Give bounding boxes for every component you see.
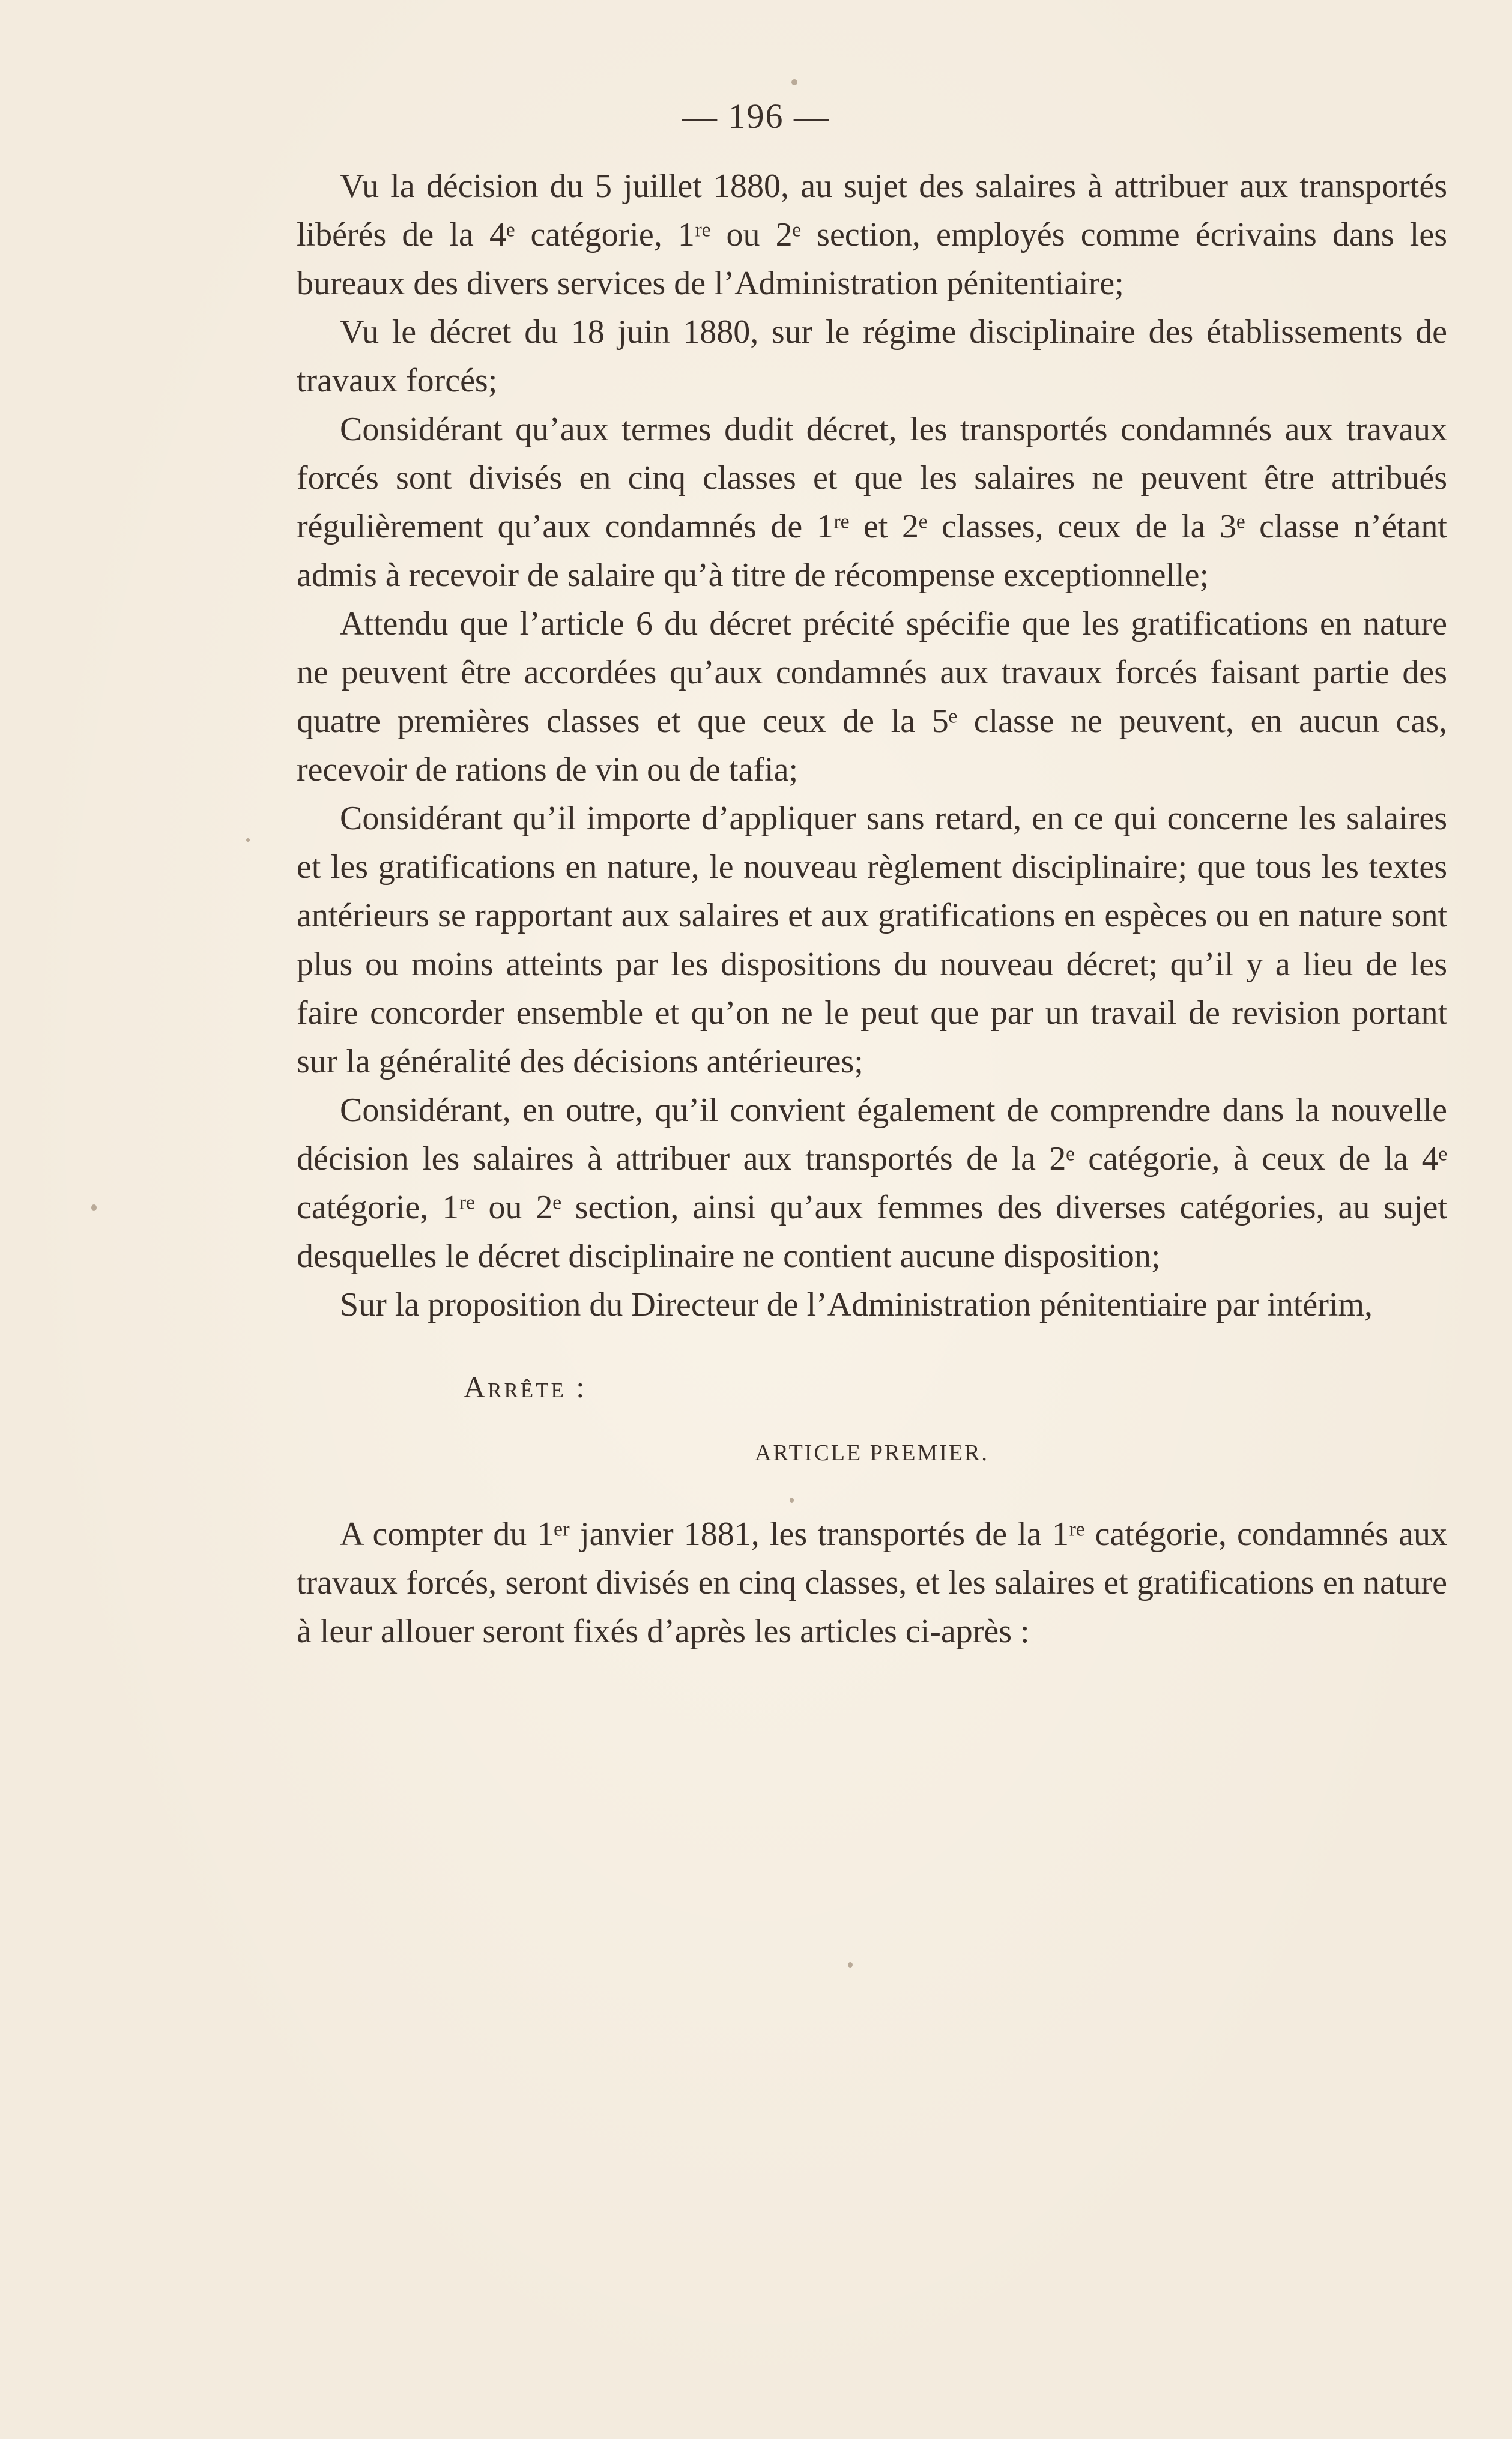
paragraph-decision-1880: Vu la décision du 5 juillet 1880, au sujet des salaires à attribuer aux transportés libérés de la 4ᵉ catégorie, 1ʳᵉ ou 2ᵉ section, employés comme écrivains dans les bureaux des divers services de l’Administration pénitentiaire;	[297, 168, 1447, 302]
arrete-heading: Arrête :	[464, 1370, 587, 1404]
document-body	[297, 162, 1447, 1656]
paper-speck	[791, 79, 797, 85]
paragraph-considerant-classes: Considérant qu’aux termes dudit décret, les transportés condamnés aux travaux forcés sont divisés en cinq classes et que les salaires ne peuvent être attribués régulièrement qu’aux condamnés de 1ʳᵉ et 2ᵉ classes, ceux de la 3ᵉ classe n’étant admis à recevoir de salaire qu’à titre de récompense exceptionnelle;	[297, 411, 1447, 594]
paper-speck	[246, 838, 250, 842]
paragraph-attendu-article-6: Attendu que l’article 6 du décret précité spécifie que les gratifications en nature ne peuvent être accordées qu’aux condamnés aux travaux forcés faisant partie des quatre premières classes et que ceux de la 5ᵉ classe ne peuvent, en aucun cas, recevoir de rations de vin ou de tafia;	[297, 605, 1447, 788]
page-number: — 196 —	[682, 97, 830, 136]
article-premier-text: A compter du 1ᵉʳ janvier 1881, les transportés de la 1ʳᵉ catégorie, condamnés aux travaux forcés, seront divisés en cinq classes, et les salaires et gratifications en nature à leur allouer seront fixés d’après les articles ci-après :	[297, 1516, 1447, 1650]
paragraph-considerant-outre: Considérant, en outre, qu’il convient également de comprendre dans la nouvelle décision les salaires à attribuer aux transportés de la 2ᵉ catégorie, à ceux de la 4ᵉ catégorie, 1ʳᵉ ou 2ᵉ section, ainsi qu’aux femmes des diverses catégories, au sujet desquelles le décret disciplinaire ne contient aucune disposition;	[297, 1092, 1447, 1275]
paragraph-proposition: Sur la proposition du Directeur de l’Administration pénitentiaire par intérim,	[340, 1286, 1373, 1323]
paper-speck	[790, 1498, 794, 1503]
paper-speck	[848, 1962, 853, 1968]
paragraph-decret-1880: Vu le décret du 18 juin 1880, sur le régime disciplinaire des établissements de travaux forcés;	[297, 313, 1447, 399]
paper-speck	[91, 1204, 97, 1211]
paragraph-considerant-reglement: Considérant qu’il importe d’appliquer sans retard, en ce qui concerne les salaires et les gratifications en nature, le nouveau règlement disciplinaire; que tous les textes antérieurs se rapportant aux salaires et aux gratifications en espèces ou en nature sont plus ou moins atteints par les dispositions du nouveau décret; qu’il y a lieu de les faire concorder ensemble et qu’on ne le peut que par un travail de revision portant sur la généralité des décisions antérieures;	[297, 800, 1447, 1080]
article-premier-heading: ARTICLE PREMIER.	[755, 1440, 989, 1466]
